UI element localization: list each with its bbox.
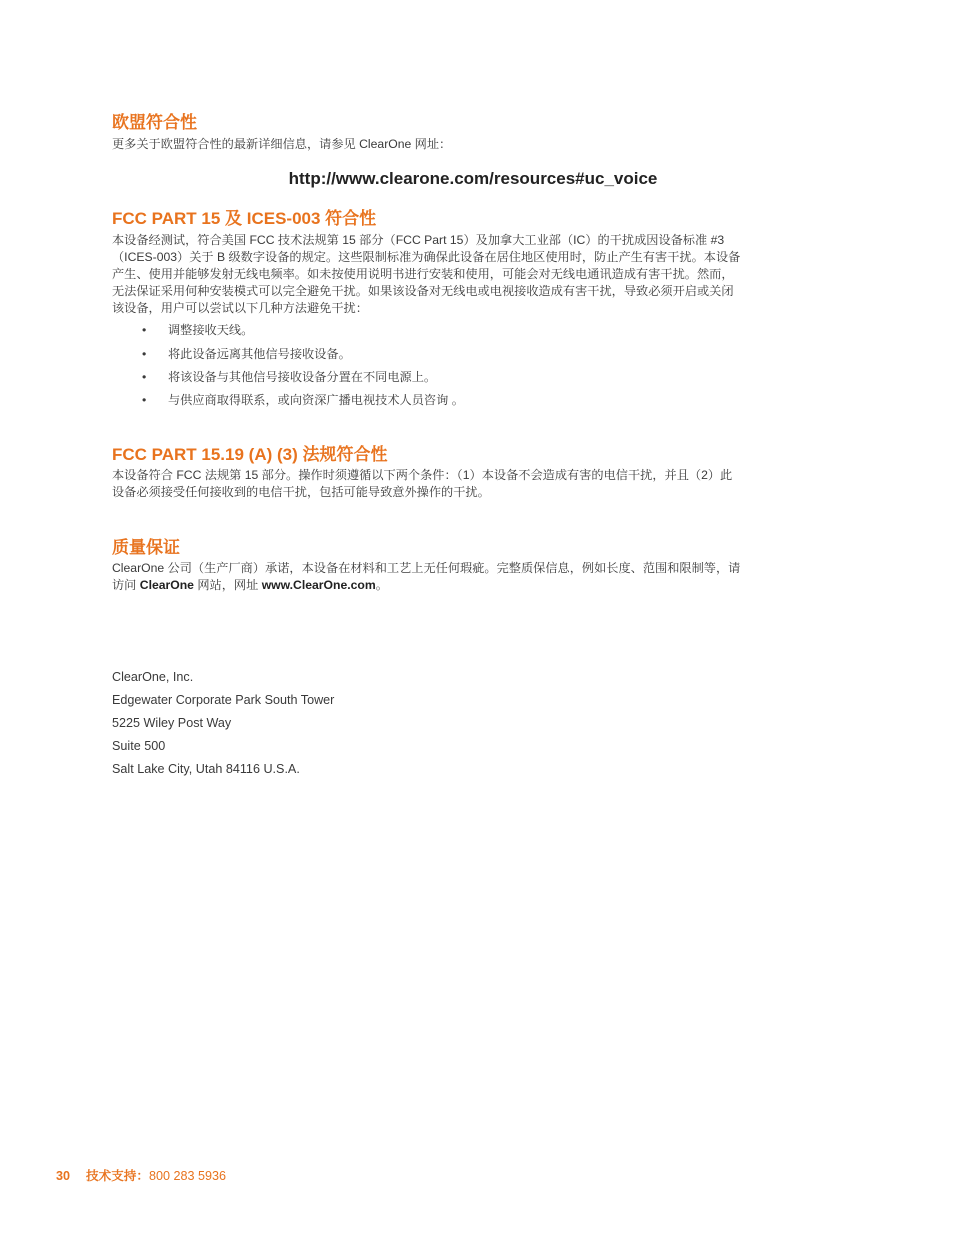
fcc-part15-line: （ICES-003）关于 B 级数字设备的规定。这些限制标准为确保此设备在居住地区使用时，防止产生有害干扰。本设备 xyxy=(112,250,741,264)
warranty-heading: 质量保证 xyxy=(112,538,180,557)
bullet-icon: • xyxy=(142,370,147,384)
address-line: Suite 500 xyxy=(112,739,166,753)
bullet-icon: • xyxy=(142,393,147,407)
warranty-paragraph xyxy=(112,560,834,594)
fcc-part15-line: 该设备，用户可以尝试以下几种方法避免干扰： xyxy=(112,301,368,315)
address-line: Edgewater Corporate Park South Tower xyxy=(112,693,335,707)
support-phone: 800 283 5936 xyxy=(148,1169,227,1183)
bullet-icon: • xyxy=(142,323,147,337)
fcc-part15-line: 无法保证采用何种安装模式可以完全避免干扰。如果该设备对无线电或电视接收造成有害干扰，导致必须开启或关闭 xyxy=(112,284,734,298)
fcc-part15-line: 本设备经测试，符合美国 FCC 技术法规第 15 部分（FCC Part 15）及加拿大工业部（IC）的干扰成因设备标准 #3 xyxy=(112,233,725,247)
warranty-line: ClearOne 公司（生产厂商）承诺，本设备在材料和工艺上无任何瑕疵。完整质保信息，例如长度、范围和限制等，请 xyxy=(112,561,741,575)
page-number: 30 xyxy=(56,1169,71,1183)
support-label: 技术支持： xyxy=(86,1169,149,1183)
address-line: Salt Lake City, Utah 84116 U.S.A. xyxy=(112,762,300,776)
fcc-part1519-heading: FCC PART 15.19 (A) (3) 法规符合性 xyxy=(112,445,388,464)
eu-compliance-url[interactable]: http://www.clearone.com/resources#uc_voice xyxy=(288,169,658,188)
warranty-line: 访问 ClearOne 网站，网址 www.ClearOne.com。 xyxy=(112,578,388,592)
fcc-part15-heading: FCC PART 15 及 ICES-003 符合性 xyxy=(112,209,377,228)
bullet-icon: • xyxy=(142,347,147,361)
fcc-part1519-line: 设备必须接受任何接收到的电信干扰，包括可能导致意外操作的干扰。 xyxy=(112,485,490,499)
clearone-brand: ClearOne xyxy=(139,578,194,592)
page-footer xyxy=(56,1165,226,1184)
eu-compliance-text: 更多关于欧盟符合性的最新详细信息，请参见 ClearOne 网址： xyxy=(112,137,452,151)
fcc-part15-paragraph xyxy=(112,232,834,317)
fcc-part1519-paragraph xyxy=(112,467,834,501)
eu-compliance-heading: 欧盟符合性 xyxy=(112,113,197,132)
address-line: 5225 Wiley Post Way xyxy=(112,716,232,730)
fcc-part1519-line: 本设备符合 FCC 法规第 15 部分。操作时须遵循以下两个条件：（1）本设备不会造成有害的电信干扰，并且（2）此 xyxy=(112,468,733,482)
clearone-website-link[interactable]: www.ClearOne.com xyxy=(261,578,376,592)
address-line: ClearOne, Inc. xyxy=(112,670,194,684)
fcc-part15-line: 产生、使用并能够发射无线电频率。如未按使用说明书进行安装和使用，可能会对无线电通讯造成有害干扰。然而， xyxy=(112,267,734,281)
